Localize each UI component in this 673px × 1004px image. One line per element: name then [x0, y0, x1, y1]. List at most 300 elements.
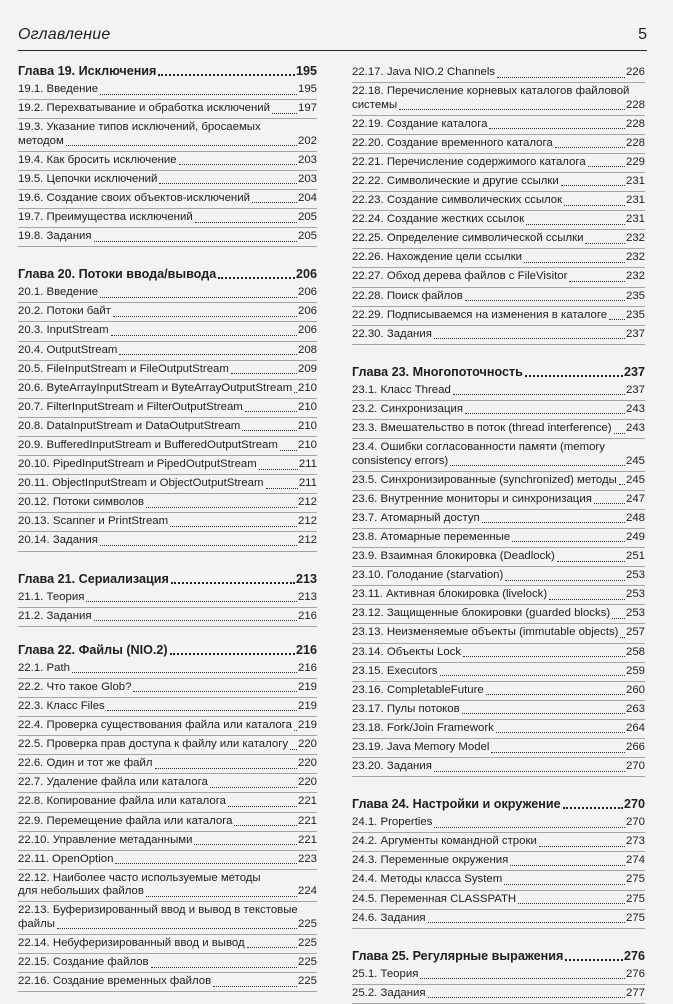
entry-page: 232: [625, 251, 645, 264]
entry-title: Проверка существования файла или каталога: [46, 719, 292, 732]
entry-label: [352, 873, 502, 887]
entry-title: Методы класса System: [380, 873, 503, 886]
dot-leader: [113, 312, 297, 317]
entry-title: Определение символической ссылки: [386, 232, 584, 245]
entry-title: Задания: [46, 609, 92, 622]
entry-label: [352, 309, 607, 323]
entry-page: 270: [625, 816, 645, 829]
toc-entry: [18, 851, 317, 870]
entry-title: Ошибки согласованности памяти (memory: [380, 441, 605, 454]
entry-title: Создание своих объектов-исключений: [46, 191, 250, 204]
dot-leader: [504, 880, 625, 885]
dot-leader: [585, 239, 625, 244]
entry-title: BufferedInputStream и BufferedOutputStream: [46, 439, 278, 451]
entry-label: [18, 401, 243, 415]
entry-number: 19.5.: [18, 172, 44, 185]
entry-first-line: [18, 872, 317, 886]
chapter-heading: [18, 64, 317, 81]
dot-leader: [453, 390, 625, 395]
toc-entry: [18, 171, 317, 190]
chapter-page: 195: [295, 64, 317, 78]
entry-label: [18, 795, 226, 809]
toc-entry: [18, 399, 317, 418]
entry-number: 23.9.: [352, 550, 378, 563]
entry-title: FileInputStream и FileOutputStream: [46, 362, 229, 375]
entry-number: 23.3.: [352, 422, 378, 434]
entry-label: [18, 192, 250, 206]
entry-number: 22.17.: [352, 66, 384, 78]
entry-number: 23.11.: [352, 588, 383, 601]
entry-label: [352, 835, 537, 849]
entry-number: 22.2.: [18, 680, 44, 693]
dot-leader: [489, 124, 625, 129]
dot-leader: [420, 974, 625, 979]
entry-number: 23.6.: [352, 492, 378, 505]
entry-label: [18, 534, 98, 548]
entry-number: 19.6.: [18, 191, 44, 204]
entry-title: Как бросить исключение: [46, 153, 177, 166]
entry-number: 23.17.: [352, 702, 384, 715]
entry-title: Цепочки исключений: [46, 172, 158, 185]
entry-label: [352, 156, 586, 170]
entry-page: 260: [625, 683, 645, 696]
entry-number: 20.6.: [18, 381, 44, 394]
chapter-page: 206: [295, 267, 317, 282]
entry-title: ObjectInputStream и ObjectOutputStream: [52, 477, 264, 490]
entry-page: 204: [297, 191, 317, 204]
dot-leader: [107, 706, 297, 711]
toc-entry: [352, 739, 645, 758]
toc-entry: [352, 548, 645, 567]
entry-page: 275: [625, 892, 645, 905]
dot-leader: [133, 687, 297, 692]
chapter-page: 237: [623, 364, 645, 379]
entry-title-continued: методом: [18, 134, 64, 147]
entry-title: Преимущества исключений: [46, 211, 193, 224]
entry-title: Перечисление корневых каталогов файловой: [386, 85, 630, 98]
dot-leader: [294, 726, 297, 731]
entry-number: 19.4.: [18, 153, 44, 166]
entry-number: 22.18.: [352, 85, 384, 98]
entry-title: Указание типов исключений, бросаемых: [46, 121, 261, 134]
toc-entry: [18, 513, 317, 532]
toc-entry: [18, 380, 317, 399]
header-title: Оглавление: [18, 26, 111, 43]
toc-entry: [352, 891, 645, 910]
entry-title: Что такое Glob?: [46, 680, 132, 693]
entry-page: 231: [625, 194, 645, 207]
entry-page: 232: [625, 232, 645, 245]
entry-number: 22.15.: [18, 956, 50, 969]
toc-entry: [18, 698, 317, 717]
dot-leader: [228, 802, 297, 807]
dot-leader: [518, 899, 625, 904]
entry-title: Перечисление содержимого каталога: [386, 155, 586, 168]
dot-leader: [210, 783, 297, 788]
entry-page: 264: [625, 721, 645, 734]
toc-entry: [18, 190, 317, 209]
entry-page: 243: [625, 422, 645, 434]
toc-entry: [352, 154, 645, 173]
toc-entry: [18, 774, 317, 793]
entry-label: [352, 422, 612, 436]
chapter-19-section: [18, 64, 317, 247]
toc-entry: [18, 793, 317, 812]
entry-label: [18, 324, 109, 338]
entry-page: 220: [297, 757, 317, 770]
entry-label: [352, 403, 463, 417]
entry-number: 23.1.: [352, 383, 378, 396]
entry-title: Задания: [46, 230, 92, 243]
entry-page: 224: [297, 885, 317, 898]
entry-title: Подписываемся на изменения в каталоге: [386, 308, 608, 321]
entry-number: 24.2.: [352, 835, 378, 848]
entry-number: 20.4.: [18, 343, 44, 356]
entry-label: [352, 968, 418, 982]
entry-label: [18, 420, 240, 434]
dot-leader: [57, 924, 297, 929]
entry-title: Синхронизированные (synchronized) методы: [380, 473, 617, 486]
entry-label: [352, 626, 618, 640]
entry-title: Поиск файлов: [386, 289, 463, 302]
toc-entry: [352, 833, 645, 852]
entry-page: 219: [297, 680, 317, 693]
toc-entry: [352, 83, 645, 116]
entry-page: 275: [625, 873, 645, 886]
entry-label: [18, 719, 292, 733]
entry-number: 20.7.: [18, 400, 44, 413]
dot-leader: [195, 218, 297, 223]
toc-entry: [352, 249, 645, 268]
dot-leader: [594, 499, 625, 504]
chapter-heading: [352, 797, 645, 814]
entry-number: 23.10.: [352, 569, 384, 582]
entry-page: 203: [297, 153, 317, 166]
entry-page: 263: [625, 702, 645, 715]
entry-number: 25.2.: [352, 986, 378, 999]
dot-leader: [496, 728, 625, 733]
entry-label: [352, 893, 516, 907]
entry-last-line: [352, 455, 645, 469]
entry-number: 24.5.: [352, 892, 378, 905]
toc-entry: [18, 870, 317, 903]
entry-number: 20.14.: [18, 534, 50, 547]
entry-page: 225: [297, 975, 317, 988]
toc-entry: [352, 491, 645, 510]
entry-label: [18, 815, 232, 829]
entry-number: 24.4.: [352, 873, 378, 886]
dot-leader: [588, 162, 625, 167]
toc-entry: [18, 209, 317, 228]
dot-leader: [213, 982, 297, 987]
toc-entry: [352, 230, 645, 249]
toc-entry: [352, 529, 645, 548]
entry-page: 223: [297, 852, 317, 865]
entry-number: 19.3.: [18, 121, 44, 134]
entry-title: Класс Files: [46, 699, 105, 712]
toc-entry: [18, 902, 317, 935]
toc-entry: [18, 717, 317, 736]
entry-title: CompletableFuture: [386, 683, 484, 696]
toc-entry: [352, 682, 645, 701]
entry-title: Небуферизированный ввод и вывод: [52, 936, 245, 949]
entry-label: [18, 439, 278, 453]
entry-number: 20.2.: [18, 305, 44, 318]
entry-number: 23.19.: [352, 741, 384, 753]
toc-entry: [18, 736, 317, 755]
entry-page: 259: [625, 664, 645, 677]
entry-title: PipedInputStream и PipedOutputStream: [52, 458, 257, 471]
entry-title: Создание жестких ссылок: [386, 213, 525, 226]
toc-entry: [352, 852, 645, 871]
entry-title: Path: [46, 661, 70, 674]
entry-label: [352, 646, 461, 660]
dot-leader: [252, 198, 297, 203]
dot-leader: [170, 522, 297, 527]
entry-label: [352, 703, 460, 717]
chapter-title: Глава 21. Сериализация: [18, 571, 169, 586]
entry-page: 221: [297, 814, 317, 827]
entry-page: 253: [625, 588, 645, 601]
entry-title: Создание временных файлов: [52, 975, 212, 988]
entry-title: Нахождение цели ссылки: [386, 251, 523, 264]
chapter-page: 276: [623, 948, 645, 963]
chapter-page: 270: [623, 797, 645, 812]
entry-page: 211: [298, 458, 317, 471]
dot-leader: [462, 709, 625, 714]
entry-number: 24.3.: [352, 854, 378, 867]
dot-leader: [434, 767, 625, 772]
toc-entry: [352, 173, 645, 192]
entry-page: 197: [297, 102, 317, 115]
dot-leader: [146, 503, 297, 508]
entry-number: 23.4.: [352, 441, 378, 454]
chapter-heading: [18, 267, 317, 284]
entry-page: 220: [297, 738, 317, 751]
entry-label: [352, 328, 432, 342]
entry-label: [18, 515, 168, 529]
entry-label: [352, 270, 567, 284]
chapter-title: Глава 24. Настройки и окружение: [352, 797, 561, 812]
toc-entry: [18, 342, 317, 361]
chapter-23-section: [352, 365, 645, 777]
toc-entry: [352, 116, 645, 135]
entry-number: 22.8.: [18, 795, 44, 808]
entry-number: 22.16.: [18, 975, 50, 988]
toc-entry: [18, 954, 317, 973]
dot-leader: [155, 764, 297, 769]
dot-leader: [399, 105, 625, 110]
entry-page: 221: [297, 795, 317, 808]
toc-entry: [352, 701, 645, 720]
toc-entry: [352, 64, 645, 83]
entry-label: [352, 722, 494, 736]
toc-entry: [18, 589, 317, 608]
entry-page: 232: [625, 270, 645, 283]
chapter-20-section: [18, 267, 317, 551]
entry-title: Потоки символов: [52, 496, 145, 509]
entry-label: [18, 937, 245, 951]
entry-title: InputStream: [46, 324, 109, 337]
dot-leader: [151, 963, 297, 968]
entry-number: 20.11.: [18, 477, 49, 490]
entry-title: Properties: [380, 816, 433, 829]
entry-title-continued: для небольших файлов: [18, 885, 144, 898]
entry-number: 25.1.: [352, 967, 378, 980]
entry-number: 22.3.: [18, 699, 44, 712]
entry-title: Создание временного каталога: [386, 136, 553, 149]
entry-number: 24.1.: [352, 816, 378, 829]
dot-leader: [72, 668, 297, 673]
entry-label: [352, 118, 487, 132]
entry-first-line: [352, 441, 645, 455]
entry-page: 266: [625, 741, 645, 753]
dot-leader: [512, 537, 625, 542]
entry-page: 237: [625, 327, 645, 340]
toc-entry: [352, 814, 645, 833]
toc-entry: [352, 510, 645, 529]
entry-page: 206: [297, 286, 317, 299]
entry-label: [18, 230, 92, 244]
toc-entry: [352, 567, 645, 586]
entry-title: Переменная CLASSPATH: [380, 892, 517, 905]
entry-number: 22.13.: [18, 904, 50, 917]
entry-label: [352, 912, 426, 926]
toc-entry: [352, 910, 645, 929]
entry-label: [352, 665, 438, 679]
entry-number: 22.12.: [18, 871, 50, 884]
entry-label: [18, 853, 113, 867]
entry-title: Создание каталога: [386, 117, 488, 130]
entry-number: 20.1.: [18, 286, 44, 299]
entry-title: Один и тот же файл: [46, 757, 153, 770]
entry-number: 22.27.: [352, 270, 384, 283]
entry-label: [18, 776, 208, 790]
entry-page: 212: [297, 496, 317, 509]
entry-label: [18, 154, 177, 168]
entry-number: 23.12.: [352, 607, 384, 620]
dot-leader: [194, 840, 297, 845]
dot-leader: [614, 429, 625, 434]
entry-number: 22.26.: [352, 251, 384, 264]
entry-title: FilterInputStream и FilterOutputStream: [46, 400, 243, 413]
entry-page: 228: [625, 136, 645, 149]
toc-entry: [352, 472, 645, 491]
toc-entry: [18, 660, 317, 679]
entry-page: 277: [625, 986, 645, 999]
entry-number: 23.8.: [352, 530, 378, 543]
entry-title: Перемещение файла или каталога: [46, 814, 233, 827]
dot-leader: [434, 334, 625, 339]
dot-leader: [290, 745, 297, 750]
toc-entry: [18, 228, 317, 247]
entry-title: Теория: [46, 590, 85, 603]
entry-title: ByteArrayInputStream и ByteArrayOutputStream: [46, 381, 293, 394]
toc-entry: [18, 418, 317, 437]
toc-entry: [18, 608, 317, 627]
entry-number: 22.23.: [352, 194, 384, 207]
entry-first-line: [18, 904, 317, 918]
entry-title: Создание символических ссылок: [386, 194, 563, 207]
entry-last-line: [18, 135, 317, 149]
entry-title: Взаимная блокировка (Deadlock): [380, 550, 555, 563]
entry-label: [18, 458, 257, 472]
entry-first-line: [352, 85, 645, 99]
entry-label: [352, 290, 463, 304]
entry-page: 258: [625, 645, 645, 658]
entry-title: Активная блокировка (livelock): [386, 588, 548, 601]
entry-number: 20.13.: [18, 515, 50, 528]
entry-last-line: [18, 918, 317, 932]
entry-title: Перехватывание и обработка исключений: [46, 102, 270, 115]
chapter-22-section: [18, 643, 317, 993]
toc-entry: [18, 361, 317, 380]
toc-entry: [18, 152, 317, 171]
entry-title: Неизменяемые объекты (immutable objects): [386, 626, 619, 639]
entry-number: 22.19.: [352, 117, 384, 130]
dot-leader: [428, 993, 625, 998]
dot-leader: [158, 70, 295, 76]
entry-page: 249: [625, 530, 645, 543]
entry-label: [18, 662, 70, 676]
entry-number: 22.11.: [18, 852, 49, 865]
toc-entry: [352, 624, 645, 643]
entry-page: 273: [625, 835, 645, 848]
entry-page: 202: [297, 134, 317, 147]
entry-title: Пулы потоков: [386, 702, 460, 715]
entry-title: Создание файлов: [52, 956, 149, 969]
entry-number: 22.9.: [18, 814, 44, 827]
chapter-title: Глава 20. Потоки ввода/вывода: [18, 267, 217, 282]
chapter-title: Глава 23. Многопоточность: [352, 364, 523, 379]
entry-label: [352, 569, 503, 583]
entry-number: 19.8.: [18, 230, 44, 243]
entry-title: Управление метаданными: [52, 833, 193, 846]
entry-title: Задания: [386, 327, 432, 340]
entry-label: [352, 760, 432, 774]
entry-page: 219: [297, 699, 317, 712]
toc-entry: [18, 832, 317, 851]
entry-title: Scanner и PrintStream: [52, 515, 169, 528]
toc-entry: [352, 326, 645, 345]
entry-page: 253: [625, 569, 645, 582]
entry-number: 22.20.: [352, 136, 384, 149]
entry-label: [18, 496, 144, 510]
toc-entry: [18, 475, 317, 494]
dot-leader: [86, 597, 297, 602]
toc-entry: [352, 382, 645, 401]
entry-number: 20.3.: [18, 324, 44, 337]
chapter-title: Глава 25. Регулярные выражения: [352, 948, 564, 963]
dot-leader: [465, 296, 625, 301]
toc-entry: [18, 100, 317, 119]
toc-entry: [352, 871, 645, 890]
entry-title: Теория: [380, 967, 419, 980]
toc-entry: [352, 758, 645, 777]
toc-right-column: [352, 64, 645, 1004]
entry-number: 22.25.: [352, 232, 384, 245]
dot-leader: [170, 649, 295, 655]
dot-leader: [525, 371, 623, 377]
entry-title: Проверка прав доступа к файлу или каталогу: [46, 738, 289, 751]
entry-number: 22.1.: [18, 661, 44, 674]
entry-label: [18, 363, 229, 377]
entry-label: [18, 591, 84, 605]
dot-leader: [434, 823, 625, 828]
entry-label: [18, 738, 288, 752]
entry-title: Голодание (starvation): [386, 569, 504, 582]
toc-entry: [352, 605, 645, 624]
